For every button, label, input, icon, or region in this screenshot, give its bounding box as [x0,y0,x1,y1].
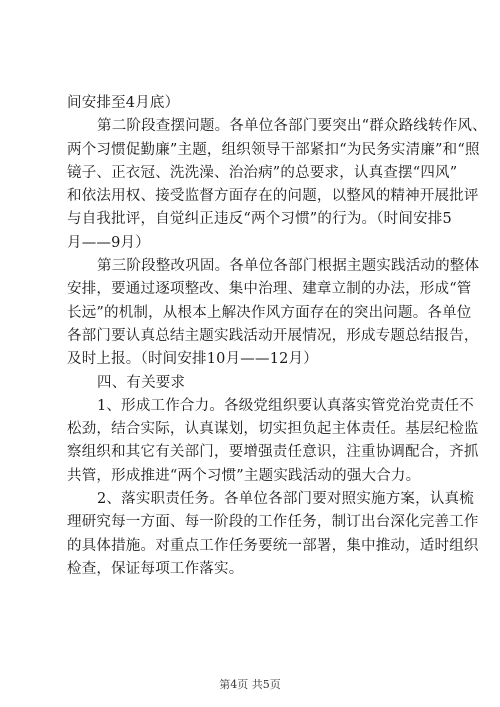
text-line: 理研究每一方面、每一阶段的工作任务，制订出台深化完善工作 [67,514,479,531]
text-line: 月——9月） [67,234,150,251]
text-line: 间安排至4月底） [67,95,180,111]
text-line: 松劲，结合实际，认真谋划，切实担负起主体责任。基层纪检监 [67,421,479,438]
text-line: 镜子、正衣冠、洗洗澡、治治病”的总要求，认真查摆“四风” [67,164,458,181]
text-line: 和依法用权、接受监督方面存在的问题，以整风的精神开展批评 [67,188,479,205]
paragraph-item-two-start: 2、落实职责任务。各单位各部门要对照实施方案，认真梳 [97,491,474,508]
text-line: 共管，形成推进“两个习惯”主题实践活动的强大合力。 [67,467,421,484]
text-line: 与自我批评，自觉纠正违反“两个习惯”的行为。（时间安排5 [67,211,452,228]
text-line: 察组织和其它有关部门，要增强责任意识，注重协调配合，齐抓 [67,444,479,461]
page-footer: 第4页 共5页 [219,678,281,691]
text-line: 各部门要认真总结主题实践活动开展情况，形成专题总结报告， [67,327,479,344]
text-line: 安排，要通过逐项整改、集中治理、建章立制的办法，形成“管 [67,281,472,298]
paragraph-item-one-start: 1、形成工作合力。各级党组织要认真落实管党治党责任不 [97,397,474,414]
paragraph-stage-three-start: 第三阶段整改巩固。各单位各部门根据主题实践活动的整体 [97,258,480,275]
section-heading: 四、有关要求 [97,374,186,391]
text-line: 及时上报。（时间安排10月——12月） [67,351,318,368]
text-line: 检查，保证每项工作落实。 [67,560,244,577]
text-line: 长远”的机制，从根本上解决作风方面存在的突出问题。各单位 [67,304,472,321]
text-line: 的具体措施。对重点工作任务要统一部署，集中推动，适时组织 [67,537,479,554]
document-body [67,92,487,581]
text-line: 两个习惯促勤廉”主题，组织领导干部紧扣“为民务实清廉”和“照 [67,141,480,158]
paragraph-stage-two-start: 第二阶段查摆问题。各单位各部门要突出“群众路线转作风、 [97,118,487,135]
